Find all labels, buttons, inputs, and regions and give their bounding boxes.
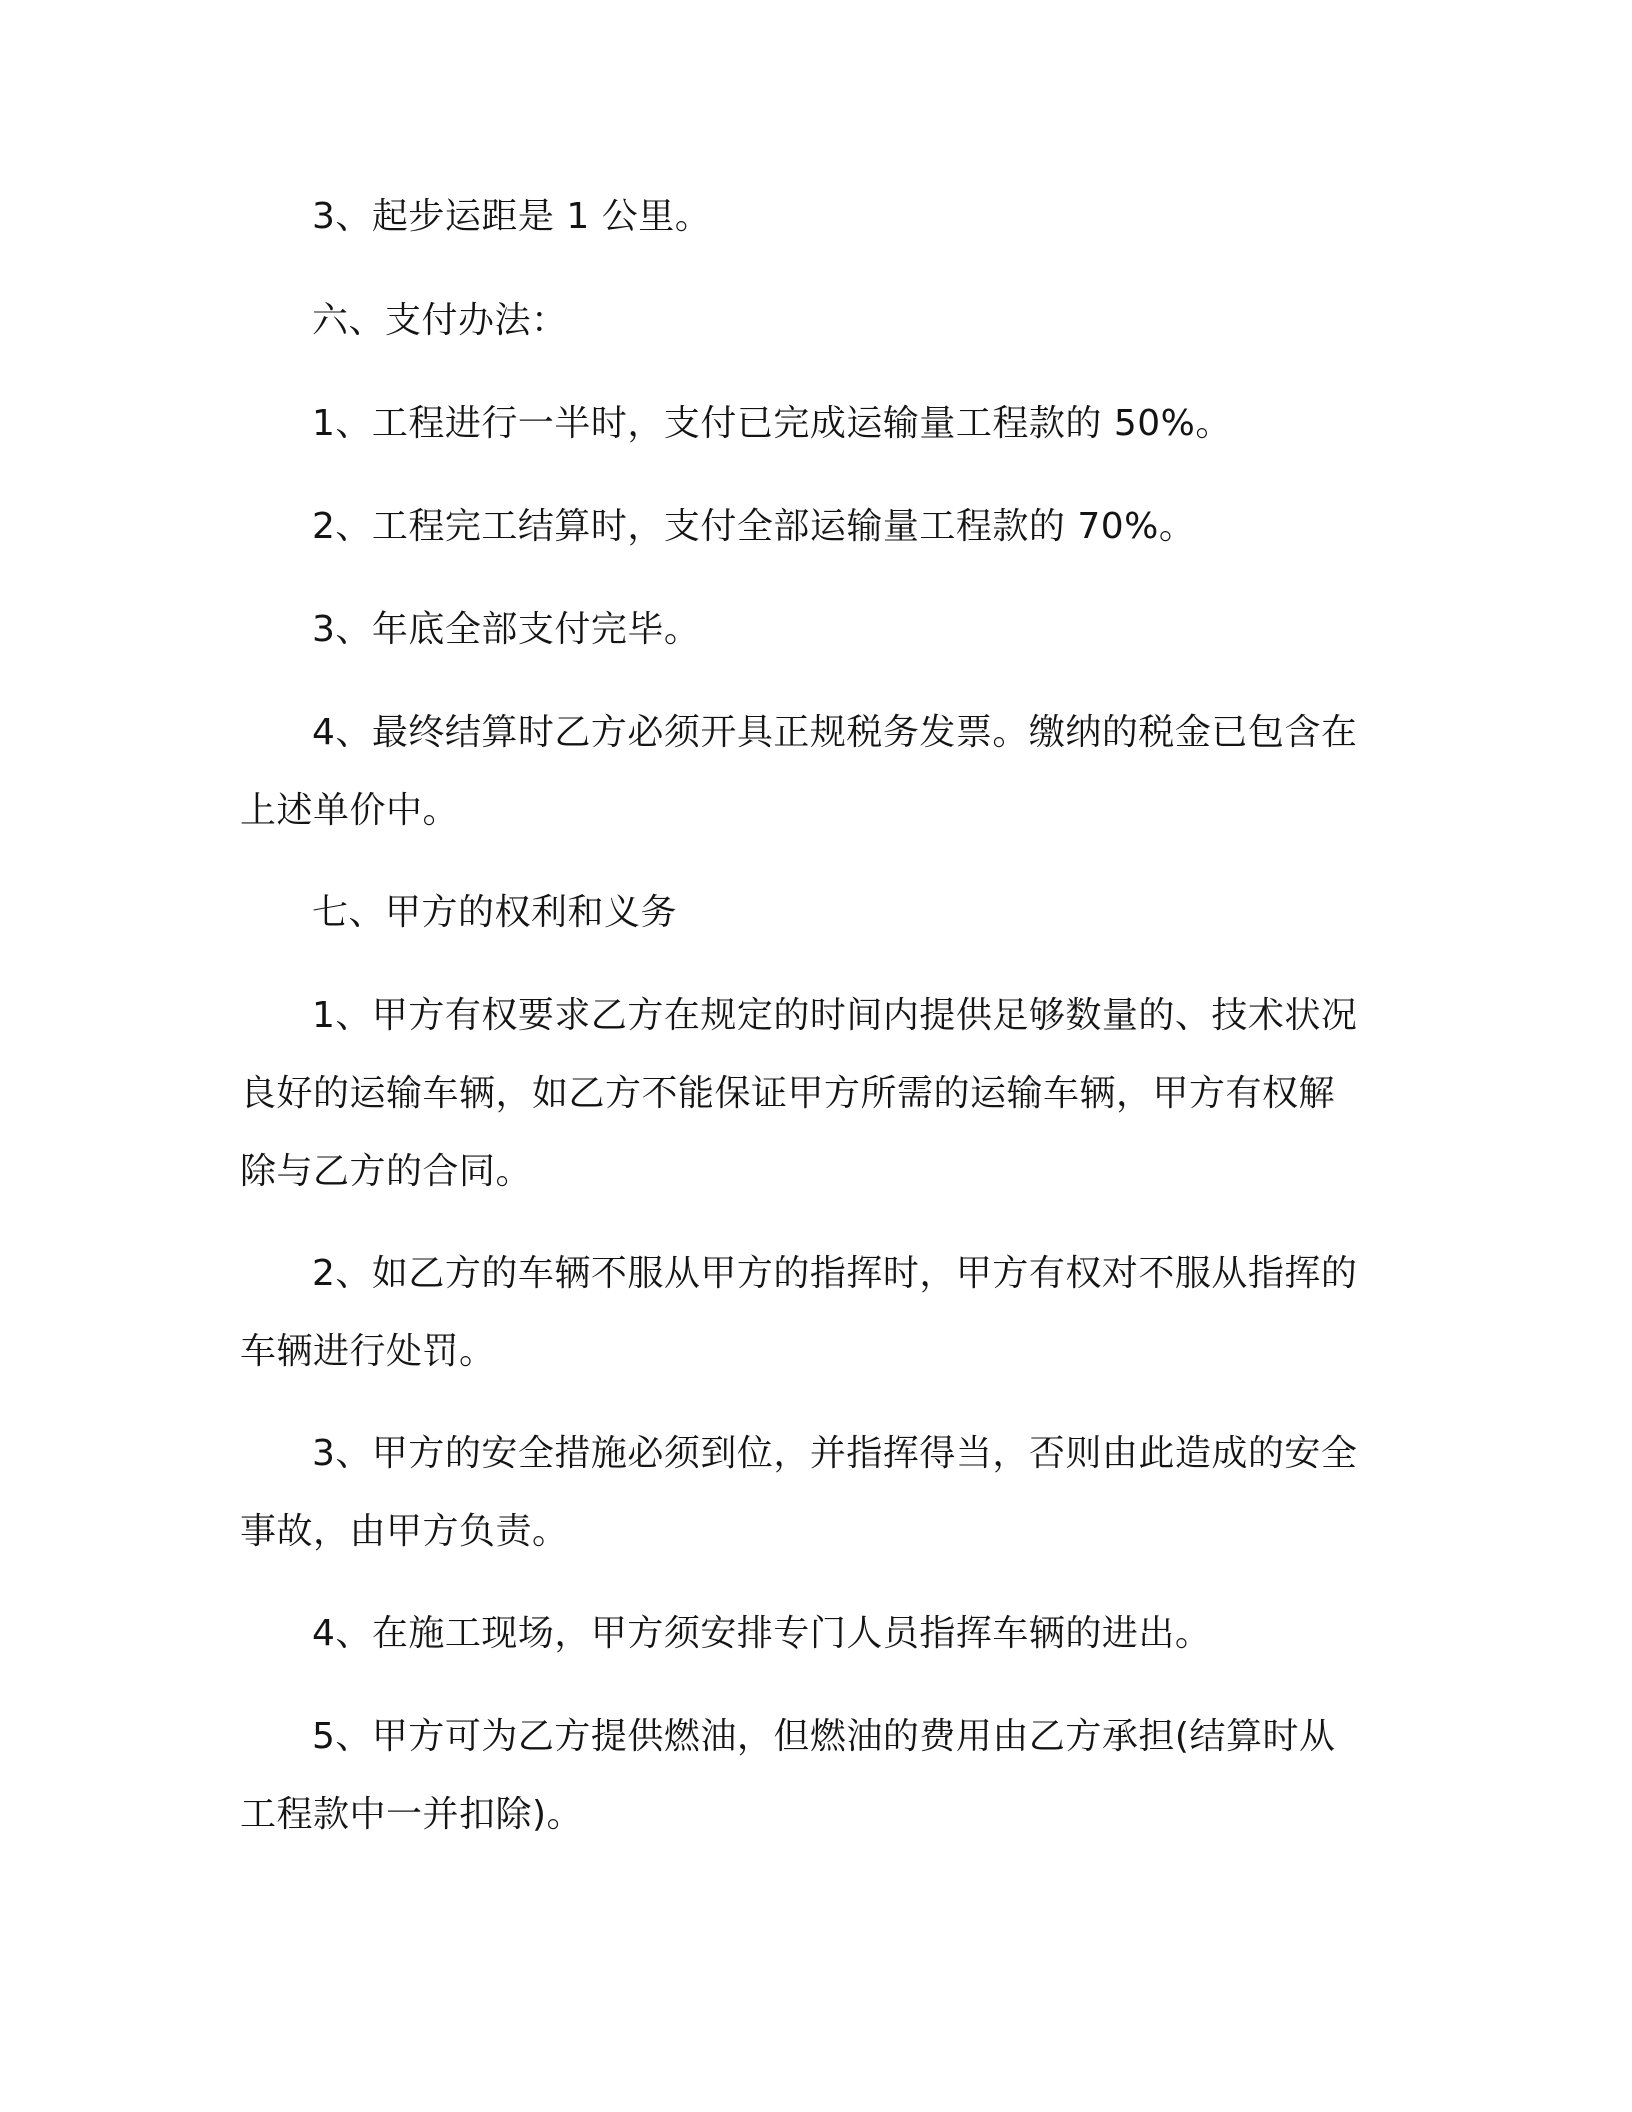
paragraph-rights-2 (240, 1235, 1375, 1391)
paragraph-payment-2 (240, 488, 1375, 566)
paragraph-payment-1 (240, 385, 1375, 463)
text-line: 除与乙方的合同。 (240, 1151, 533, 1192)
text-line: 5、甲方可为乙方提供燃油，但燃油的费用由乙方承担(结算时从 (312, 1716, 1336, 1757)
text-line: 1、工程进行一半时，支付已完成运输量工程款的 50%。 (312, 403, 1232, 444)
text-line: 车辆进行处罚。 (240, 1331, 496, 1372)
paragraph-rights-4 (240, 1595, 1375, 1673)
heading-payment-method (240, 282, 1375, 360)
paragraph-rights-1 (240, 977, 1375, 1211)
paragraph-rights-3 (240, 1415, 1375, 1571)
text-line: 3、年底全部支付完毕。 (312, 609, 701, 650)
text-line: 七、甲方的权利和义务 (312, 892, 678, 933)
paragraph-payment-4 (240, 694, 1375, 850)
paragraph-start-distance (240, 178, 1375, 256)
text-line: 4、在施工现场，甲方须安排专门人员指挥车辆的进出。 (312, 1613, 1212, 1654)
text-line: 2、如乙方的车辆不服从甲方的指挥时，甲方有权对不服从指挥的 (312, 1253, 1358, 1294)
text-line: 3、甲方的安全措施必须到位，并指挥得当，否则由此造成的安全 (312, 1433, 1358, 1474)
heading-party-a-rights (240, 874, 1375, 952)
text-line: 上述单价中。 (240, 790, 460, 831)
text-line: 3、起步运距是 1 公里。 (312, 196, 712, 237)
text-line: 2、工程完工结算时，支付全部运输量工程款的 70%。 (312, 506, 1196, 547)
text-line: 六、支付办法： (312, 300, 568, 341)
text-line: 4、最终结算时乙方必须开具正规税务发票。缴纳的税金已包含在 (312, 712, 1358, 753)
text-line: 工程款中一并扣除)。 (240, 1794, 584, 1835)
text-line: 1、甲方有权要求乙方在规定的时间内提供足够数量的、技术状况 (312, 995, 1358, 1036)
paragraph-payment-3 (240, 591, 1375, 669)
text-line: 事故，由甲方负责。 (240, 1511, 569, 1552)
text-line: 良好的运输车辆，如乙方不能保证甲方所需的运输车辆，甲方有权解 (240, 1073, 1336, 1114)
paragraph-rights-5 (240, 1698, 1375, 1854)
